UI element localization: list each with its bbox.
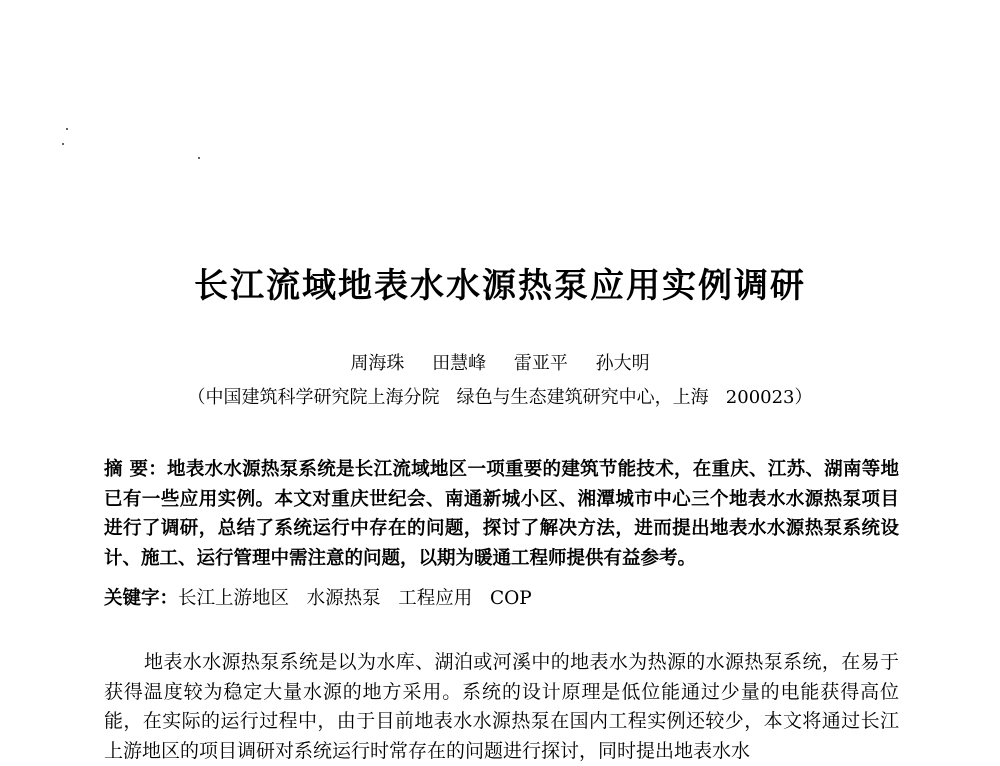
keywords (104, 584, 899, 614)
abstract (104, 455, 899, 573)
paper-title: 长江流域地表水水源热泵应用实例调研 (194, 266, 806, 306)
scan-speck (62, 143, 64, 145)
abstract-label: 摘 要： (104, 459, 168, 480)
keywords-label: 关键字： (104, 588, 179, 609)
abstract-text: 地表水水源热泵系统是长江流域地区一项重要的建筑节能技术，在重庆、江苏、湖南等地已有一些应用实例。本文对重庆世纪会、南通新城小区、湘潭城市中心三个地表水水源热泵项目进行了调研，总结了系统运行中存在的问题，探讨了解决方法，进而提出地表水水源热泵系统设计、施工、运行管理中需注意的问题，以期为暖通工程师提供有益参考。 (104, 459, 899, 569)
scan-speck (198, 157, 200, 159)
author-list: 周海珠 田慧峰 雷亚平 孙大明 (350, 353, 650, 374)
affiliation: （中国建筑科学研究院上海分院 绿色与生态建筑研究中心，上海 200023） (187, 387, 813, 408)
scan-speck (66, 128, 68, 130)
body-paragraph: 地表水水源热泵系统是以为水库、湖泊或河溪中的地表水为热源的水源热泵系统，在易于获得温度较为稳定大量水源的地方采用。系统的设计原理是低位能通过少量的电能获得高位能，在实际的运行过程中，由于目前地表水水源热泵在国内工程实例还较少，本文将通过长江上游地区的项目调研对系统运行时常存在的问题进行探讨，同时提出地表水水 (104, 651, 899, 762)
keywords-text: 长江上游地区 水源热泵 工程应用 COP (178, 588, 532, 609)
